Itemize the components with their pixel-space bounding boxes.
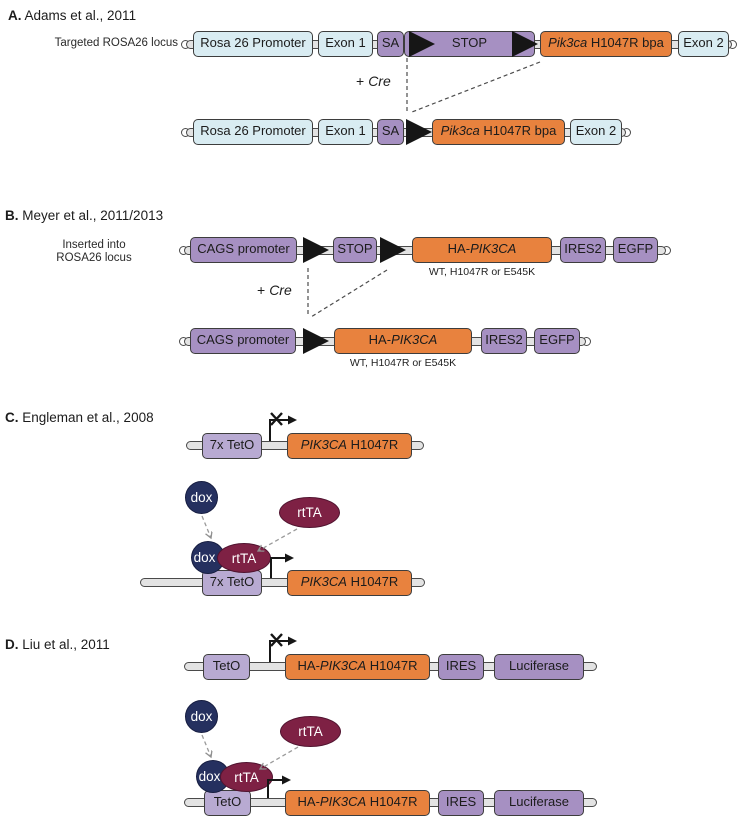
dox-label: dox: [198, 769, 221, 784]
ires2-label: IRES2: [485, 332, 523, 347]
rosa26-promoter-label: Rosa 26 Promoter: [200, 35, 306, 50]
cre-gene: Cre: [368, 73, 391, 89]
luciferase-box: [494, 790, 584, 816]
egfp-label: EGFP: [539, 332, 575, 347]
variants-caption: WT, H1047R or E545K: [349, 357, 457, 369]
ha-pik3ca-gene-box: [285, 654, 430, 680]
pik3ca-gene-box: [287, 570, 412, 596]
panel-b-title-text: Meyer et al., 2011/2013: [18, 208, 164, 223]
egfp-box: [534, 328, 580, 354]
panel-c-title-text: Engleman et al., 2008: [18, 410, 154, 425]
teto-box: [204, 790, 251, 816]
sa-label: SA: [381, 35, 400, 50]
cre-recombination-lines: [407, 58, 540, 112]
ha-pik3ca-gene-box: [412, 237, 552, 263]
loxp-triangle: [406, 119, 432, 145]
stop-label: STOP: [451, 35, 488, 50]
dox-ellipse: [185, 700, 218, 733]
luciferase-label: Luciferase: [509, 794, 569, 809]
rtta-ellipse: [279, 497, 340, 528]
pik3ca-gene-box: [287, 433, 412, 459]
cre-label: [356, 73, 391, 89]
sa-label: SA: [381, 123, 400, 138]
egfp-label: EGFP: [617, 241, 654, 256]
panel-c-title: [5, 410, 154, 425]
egfp-box: [613, 237, 658, 263]
loxp-triangle: [303, 237, 329, 263]
cags-promoter-box: [190, 328, 296, 354]
gene-name-italic: PIK3CA: [391, 332, 438, 347]
luciferase-label: Luciferase: [509, 658, 569, 673]
panel-b-locus-label: [38, 239, 150, 265]
teto-label: 7x TetO: [209, 437, 255, 452]
stop-cassette-box: [333, 237, 377, 263]
rtta-label: rtTA: [234, 769, 259, 785]
luciferase-box: [494, 654, 584, 680]
ires-label: IRES: [445, 794, 477, 809]
exon1-box: [318, 119, 373, 145]
gene-name-prefix: HA-: [297, 794, 320, 809]
dox-binding-arrow: [202, 516, 211, 538]
gene-name-rest: H1047R: [346, 574, 399, 589]
rtta-complex-ellipse: [217, 543, 271, 573]
cags-promoter-label: CAGS promoter: [196, 332, 290, 347]
dox-label: dox: [190, 490, 213, 505]
exon1-box: [318, 31, 373, 57]
teto-label: TetO: [212, 658, 241, 673]
stop-label: STOP: [337, 241, 373, 256]
panel-d-title-letter: D.: [5, 637, 19, 652]
panel-c-title-letter: C.: [5, 410, 19, 425]
ires-box: [438, 654, 484, 680]
splice-acceptor-box: [377, 31, 404, 57]
gene-name-prefix: HA-: [447, 241, 471, 256]
locus-label-line2: ROSA26 locus: [56, 252, 132, 264]
ha-pik3ca-gene-box: [334, 328, 472, 354]
exon2-label: Exon 2: [683, 35, 724, 50]
panel-a-title-letter: A.: [8, 8, 22, 23]
exon2-box: [678, 31, 729, 57]
gene-name-italic: PIK3CA: [300, 574, 347, 589]
gene-name-italic: Pik3ca: [548, 35, 588, 50]
exon1-label: Exon 1: [325, 35, 366, 50]
ires2-box: [481, 328, 527, 354]
exon2-box: [570, 119, 622, 145]
teto-label: 7x TetO: [209, 574, 255, 589]
rtta-complex-ellipse: [220, 762, 273, 792]
cre-recombination-lines: [308, 268, 387, 317]
cre-label: [257, 282, 292, 298]
dox-binding-arrow: [202, 735, 211, 757]
ires2-box: [560, 237, 606, 263]
rtta-label: rtTA: [231, 550, 257, 566]
gene-name-prefix: HA-: [368, 332, 392, 347]
gene-name-prefix: HA-: [297, 658, 320, 673]
gene-name-italic: Pik3ca: [440, 123, 480, 138]
cre-plus: +: [356, 73, 365, 89]
loxp-triangle: [512, 31, 538, 57]
exon2-label: Exon 2: [575, 123, 617, 138]
panel-b-title: [5, 208, 163, 223]
ires2-label: IRES2: [564, 241, 602, 256]
rtta-label: rtTA: [298, 724, 323, 739]
rtta-ellipse: [280, 716, 341, 747]
gene-name-rest: H1047R: [346, 437, 399, 452]
gene-name-italic: PIK3CA: [300, 437, 347, 452]
cags-promoter-label: CAGS promoter: [197, 241, 290, 256]
ha-pik3ca-gene-box: [285, 790, 430, 816]
gene-name-italic: PIK3CA: [319, 794, 367, 809]
gene-name-rest: H1047R bpa: [479, 123, 557, 138]
rtta-label: rtTA: [297, 505, 322, 520]
panel-d-title-text: Liu et al., 2011: [18, 637, 110, 652]
pik3ca-gene-box: [432, 119, 565, 145]
pik3ca-gene-box: [540, 31, 672, 57]
panel-a-title: [8, 8, 136, 23]
exon1-label: Exon 1: [325, 123, 366, 138]
panel-b-title-letter: B.: [5, 208, 19, 223]
loxp-triangle: [303, 328, 329, 354]
teto-label: TetO: [213, 794, 242, 809]
rosa26-promoter-box: [193, 31, 313, 57]
teto-box: [202, 433, 262, 459]
ires-label: IRES: [445, 658, 477, 673]
variants-caption: WT, H1047R or E545K: [428, 266, 536, 278]
dox-ellipse: [185, 481, 218, 514]
gene-name-italic: PIK3CA: [470, 241, 517, 256]
cre-gene: Cre: [269, 282, 292, 298]
dox-label: dox: [190, 709, 213, 724]
cre-plus: +: [257, 282, 266, 298]
rosa26-promoter-label: Rosa 26 Promoter: [200, 123, 306, 138]
panel-a-locus-label: Targeted ROSA26 locus: [54, 37, 178, 49]
ires-box: [438, 790, 484, 816]
teto-box: [202, 570, 262, 596]
cags-promoter-box: [190, 237, 297, 263]
rosa26-promoter-box: [193, 119, 313, 145]
dox-label: dox: [193, 550, 216, 565]
gene-name-rest: H1047R: [366, 658, 418, 673]
loxp-triangle: [380, 237, 406, 263]
splice-acceptor-box: [377, 119, 404, 145]
teto-box: [203, 654, 250, 680]
panel-a-title-text: Adams et al., 2011: [21, 8, 137, 23]
gene-name-rest: H1047R: [366, 794, 418, 809]
loxp-triangle: [409, 31, 435, 57]
locus-label-line1: Inserted into: [62, 239, 126, 251]
panel-d-title: [5, 637, 110, 652]
gene-name-rest: H1047R bpa: [587, 35, 664, 50]
gene-name-italic: PIK3CA: [319, 658, 367, 673]
